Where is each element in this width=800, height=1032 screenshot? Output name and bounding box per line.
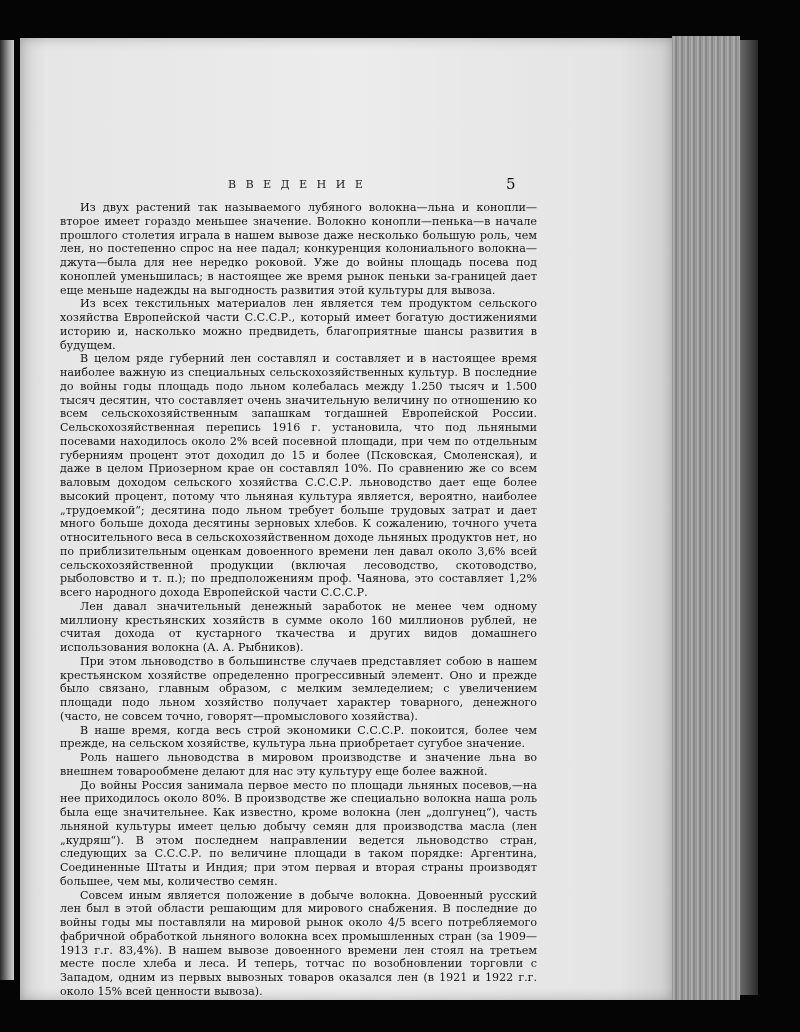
running-title: В В Е Д Е Н И Е	[228, 178, 366, 191]
paragraph: В наше время, когда весь строй экономики С.С.С.Р. покоится, более чем прежде, на сельском хозяйстве, культура льна приобретает сугубое значение.	[60, 723, 537, 751]
paragraph: Из всех текстильных материалов лен является тем продуктом сельского хозяйства Европейской части С.С.С.Р., который имеет богатую достижениями историю и, насколько можно предвидеть, благоприятные шансы развития в будущем.	[60, 297, 537, 352]
paragraph: Лен давал значительный денежный заработок не менее чем одному миллиону крестьянских хозяйств в сумме около 160 миллионов рублей, не считая дохода от кустарного ткачества и других видов домашнего использования волокна (А. А. Рыбников).	[60, 599, 537, 654]
book-page-edges	[672, 36, 740, 1000]
body-text	[60, 201, 537, 999]
paragraph: До войны Россия занимала первое место по площади льняных посевов,—на нее приходилось около 80%. В производстве же специально волокна наша роль была еще значительнее. Как известно, кроме волокна (лен „долгунец“), часть льняной культуры имеет целью добычу семян для производства масла (лен „кудряш“). В этом последнем направлении ведется льноводство стран, следующих за С.С.С.Р. по величине площади в таком порядке: Аргентина, Соединенные Штаты и Индия; при этом первая и вторая страны производят большее, чем мы, количество семян.	[60, 778, 537, 888]
previous-page-edge	[0, 40, 14, 980]
paragraph: Совсем иным является положение в добыче волокна. Довоенный русский лен был в этой области решающим для мирового снабжения. В последние до войны годы мы поставляли на мировой рынок около 4/5 всего потребляемого фабричной обработкой льняного волокна всех промышленных стран (за 1909—1913 г.г. 83,4%). В нашем вывозе довоенного времени лен стоял на третьем месте после хлеба и леса. И теперь, тотчас по возобновлении торговли с Западом, одним из первых вывозных товаров оказался лен (в 1921 и 1922 г.г. около 15% всей ценности вывоза).	[60, 888, 537, 998]
book-page	[20, 38, 672, 1000]
paragraph: При этом льноводство в большинстве случаев представляет собою в нашем крестьянском хозяйстве определенно прогрессивный элемент. Оно и прежде было связано, главным образом, с мелким земледелием; с увеличением площади подо льном хозяйство получает характер товарного, денежного (часто, не совсем точно, говорят—промыслового хозяйства).	[60, 654, 537, 723]
book-spine-shadow	[740, 40, 758, 995]
paragraph: Из двух растений так называемого лубяного волокна—льна и конопли—второе имеет гораздо меньшее значение. Волокно конопли—пенька—в начале прошлого столетия играла в нашем вывозе даже несколько большую роль, чем лен, но постепенно спрос на нее падал; конкуренция колониального волокна—джута—была для нее нередко роковой. Уже до войны площадь посева под коноплей уменьшилась; в настоящее же время рынок пеньки за-границей дает еще меньше надежды на выгодность развития этой культуры для вывоза.	[60, 201, 537, 297]
page-number: 5	[506, 175, 516, 193]
paragraph: Роль нашего льноводства в мировом производстве и значение льна во внешнем товарообмене делают для нас эту культуру еще более важной.	[60, 751, 537, 778]
paragraph: В целом ряде губерний лен составлял и составляет и в настоящее время наиболее важную из специальных сельскохозяйственных культур. В последние до войны годы площадь подо льном колебалась между 1.250 тысяч и 1.500 тысяч десятин, что составляет очень значительную величину по отношению ко всем сельскохозяйственным запашкам тогдашней Европейской России. Сельскохозяйственная перепись 1916 г. установила, что под льняными посевами находилось около 2% всей посевной площади, при чем по отдельным губерниям процент этот доходил до 15 и более (Псковская, Смоленская), и даже в целом Приозерном крае он составлял 10%. По сравнению же со всем валовым доходом сельского хозяйства С.С.С.Р. льноводство дает еще более высокий процент, потому что льняная культура является, вероятно, наиболее „трудоемкой“; десятина подо льном требует больше трудовых затрат и дает много больше дохода десятины зерновых хлебов. К сожалению, точного учета относительного веса в сельскохозяйственном доходе льняных продуктов нет, но по приблизительным оценкам довоенного времени лен давал около 3,6% всей сельскохозяйственной продукции (включая лесоводство, скотоводство, рыболовство и т. п.); по предположениям проф. Чаянова, это составляет 1,2% всего народного дохода Европейской части С.С.С.Р.	[60, 352, 537, 599]
page-header	[20, 175, 672, 198]
